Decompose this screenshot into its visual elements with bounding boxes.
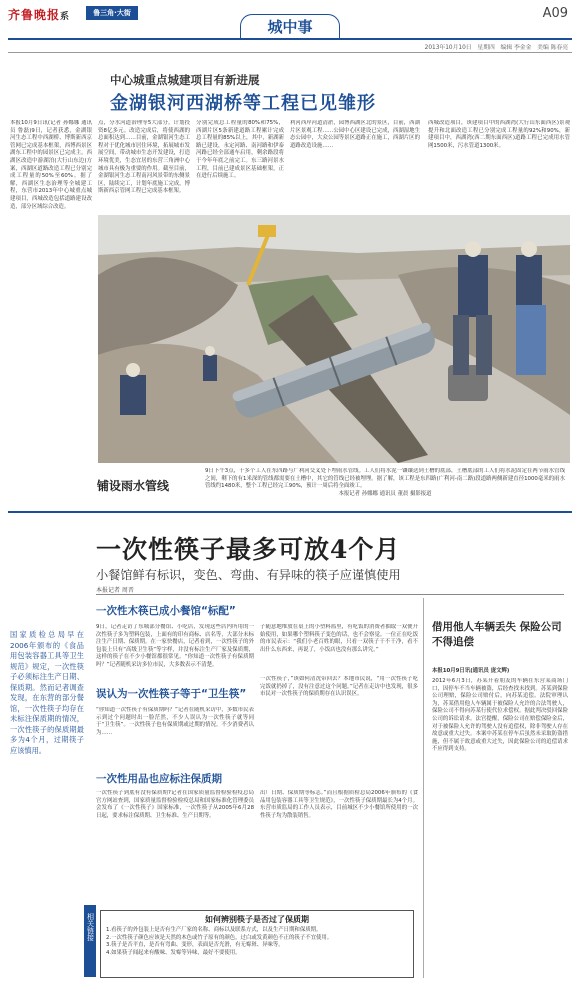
photo-credit: 本报记者 孙娜娜 通讯员 董晨 摄影报道 (338, 490, 432, 497)
tip-item: 3.筷子是否平直，是否有弯曲、变形，表面是否光滑，有无霉斑、异味等。 (106, 942, 284, 949)
story2-text: 一次性筷子到底有没有保质期?记者在国家质量监督检验检疫总局官方网站查到，国家质量监督检验检疫总局和国家标准化管理委员会发布了《一次性筷子》国家标准，一次性筷子从2005年6月28日起，要求标注保质期、卫生标准、生产日期等。 (96, 790, 254, 819)
story1-headline: 金湖银河西湖桥等工程已见雏形 (110, 93, 376, 114)
story2-text: “你知道一次性筷子有保质期吗？”记者在随机采访中，多数市民表示到过个问题时出一脸茫然，不少人误认为一次性筷子就等同于“卫生筷”。一次性筷子也有保质期或过期的情况。不少消费者认为…… (96, 707, 254, 736)
story2-text: 子随意地堆放在桌上的小塑料篮里，有吃饭的消费者抽取一双便开始使用，如果哪个塑料筷子变色的话，也不会察觉。一位正在吃饭的市民表示：“我们小老百姓的眼，只看一双筷子干不干净，看不出什么东西来，再说了，小饭店也没有那么讲究。” (260, 624, 418, 653)
story3 (423, 598, 571, 978)
story2-text: 9日，记者走访了东城部分餐馆、小吃店，发现这些店内所用的一次性筷子多为塑料包装，上面有的印有商标、店名等，大部分未标注生产日期、保质期。在一家快餐店，记者看到，一次性筷子的外包装上只有“高级卫生筷”等字样，并没有标注生产厂家及保质期，这样的筷子在不少小餐馆都很常见。“你知道一次性筷子有保质期吗？”记者随机采访多位市民，大多数表示不清楚。 (96, 624, 254, 668)
story3-text: 2012年6月3日，苏某开着朋友的车辆在东营某商场门口，因停车不当车辆被盗，后经查找未找到。苏某到保险公司理赔，保险公司赔付后，向苏某追偿。法院审理认为，苏某借用他人车辆属于被保险人允许的合法驾驶人，保险公司不得向苏某行使代位求偿权。据此判决驳回保险公司的诉讼请求。法官提醒，保险公司在赔偿保险金后，对于被保险人允许的驾驶人没有追偿权，除非驾驶人存在故意或重大过失。本案中苏某在停车后虽然未采取防盗措施，但不属于故意或重大过失，因此保险公司的追偿请求不应得到支持。 (432, 678, 568, 753)
tip-item: 1.看筷子的外包装上是否有生产厂家的名称、商标以及联系方式，以及生产日期和保质期。 (106, 927, 322, 933)
construction-photo (98, 215, 570, 463)
page-header (0, 0, 580, 42)
tips-box-title: 如何辨别筷子是否过了保质期 (205, 915, 309, 924)
divider (8, 38, 572, 40)
story2-section-heading: 误认为一次性筷子等于“卫生筷” (96, 688, 247, 700)
divider (96, 594, 564, 595)
tip-item: 2.一次性筷子颜色应该是天然的木色或竹子原有的颜色，过白或发黄颜色不正的筷子不宜使用。 (106, 934, 333, 941)
story2-section-heading: 一次性木筷已成小餐馆“标配” (96, 605, 236, 617)
story2-byline: 本报记者 周晋 (96, 587, 134, 594)
related-links-label: 相关链接 (86, 913, 95, 941)
tip-item: 4.如果筷子闻起来有酸味、发霉等异味，最好不要使用。 (106, 949, 241, 956)
divider (8, 52, 572, 53)
newspaper-brand: 齐鲁晚报系 (8, 8, 71, 22)
story2-text: 出厂日期、保质期等标志。”而且根据质检总局2006年颁布的《食品用包装容器工具等卫生规范》，一次性筷子保质期最长为4个月。东营市质监局的工作人员表示，目前城区不少小餐馆所使用的一次性筷子均为散装销售。 (260, 790, 418, 819)
story1-col3: 分别完成总工程量的80%和75%，西湖片区5条新建道路工程累计完成总工程量的85%以上，其中，新湖新路已建设，永定河路、南河路和伊泰河路已经全部通车启用，剩余路段将于今年年底之前完工。东三路河景水工程，目前已建成景区基础框架，正在进行后续施工。 (196, 120, 284, 180)
story2-text: 一次性筷子，”该如何清洗带回去？本地市民说，“用一次性筷子吃完饭就扔掉了，没有注意过这个问题。”记者在走访中也发现，很多市民对一次性筷子的保质期存在认识误区。 (260, 676, 418, 698)
story1-col5: 西城改造项目，该建项目中的西湖湾(大行山东面西区)景观提升和北面改造工程已分别完成工程量的92%和90%，新建项目中，西湖湾(西二期东面西区)道路工程已完成用水管网1500米，污水管道1300米。 (428, 120, 570, 149)
tips-box (100, 910, 414, 978)
story1-col1: 本报10月9日讯(记者 孙娜娜 通讯员 鲁磊)9日，记者获悉，金湖银河生态工程中西湖桥、博斯新西京管网已完成基本框架，西博西景区湖东工程中的园景区已完成主。西湖区改造中游湖泊(大行山东边)方案，西湖区道路改造工程已分别完成工程量的50%至60%。据了解，西湖区生态治理等全城建工程，东营市2013年中心城重点城建项目，西城改造包括道路建设改造，部分区域综合改造。 (10, 120, 92, 210)
story1-col2: 点，分水河道治理等5大部分。计划投资8亿多元。改造完成后，将使西湖的总面积达到……目前，金湖银河生态工程对于优化城市居住环境，拓展城市发展空间，带动城市生态开发建设，打造环境优美，生态宜居的东营三角洲中心城市具有极为重要的作用。截至目前，金湖银河生态工程南河风景带的东侧景区，陆续完工，计划年底施工完成，博斯新西京管网工程已完成基本框架。 (98, 120, 190, 195)
story3-headline: 借用他人车辆丢失 保险公司不得追偿 (432, 621, 562, 648)
story2-subhead: 小餐馆鲜有标识，变色、弯曲、有异味的筷子应谨慎使用 (96, 568, 401, 582)
brand-tag: 鲁三角·大街 (86, 6, 138, 20)
divider (8, 511, 572, 513)
section-title: 城中事 (267, 18, 313, 36)
page-number: A09 (542, 6, 568, 21)
story2-headline: 一次性筷子最多可放4个月 (96, 535, 401, 564)
photo-caption: 9日下午3点，十多个工人在东四路与广利河交叉处下埋雨水管线。工人们将水泥一镶镶送到土槽的底部，土槽底部的工人们将水泥固定在两节雨水管线之间，剩下的有1米深的管线都需要在土槽中，其它的管线已经被埋埋。据了解，该工程是东四路(广利河-南二路)段道路两侧新建直径1000毫米的雨水管线约1480米，整个工程已经完工90%，预计一周后将全面竣工。 本报记者 孙娜娜 通讯员 董晨 摄影报道 (205, 468, 565, 497)
story2-pull-quote: 国家质检总局早在2006年颁布的《食品用包装容器工具等卫生规范》规定，一次性筷子必须标注生产日期、保质期。然而记者调查发现，在东营的部分餐馆，一次性筷子均存在未标注保质期的情况，一次性筷子的保质期最多为4个月，过期筷子应该慎用。 (10, 630, 84, 755)
related-links-tag (84, 905, 96, 977)
tips-list (101, 925, 413, 959)
story1-kicker: 中心城重点城建项目有新进展 (110, 73, 260, 87)
story2-section-heading: 一次性用品也应标注保质期 (96, 773, 222, 785)
story3-byline: 本报10月9日讯(通讯员 庞文辉) (432, 668, 510, 674)
photo-label: 铺设雨水管线 (97, 479, 170, 493)
story1-col4: 利河西岸河道清淤，园博西湖区北的景区，目前，西湖片区景观工程……公园中心区建设已完成，西湖湿地生态公园中，大众公园等景区道路正在施工，西湖片区的道路改造设施…… (290, 120, 420, 149)
dateline: 2013年10月10日 星期四 编辑 李金金 美编 陈春亮 (424, 45, 568, 51)
